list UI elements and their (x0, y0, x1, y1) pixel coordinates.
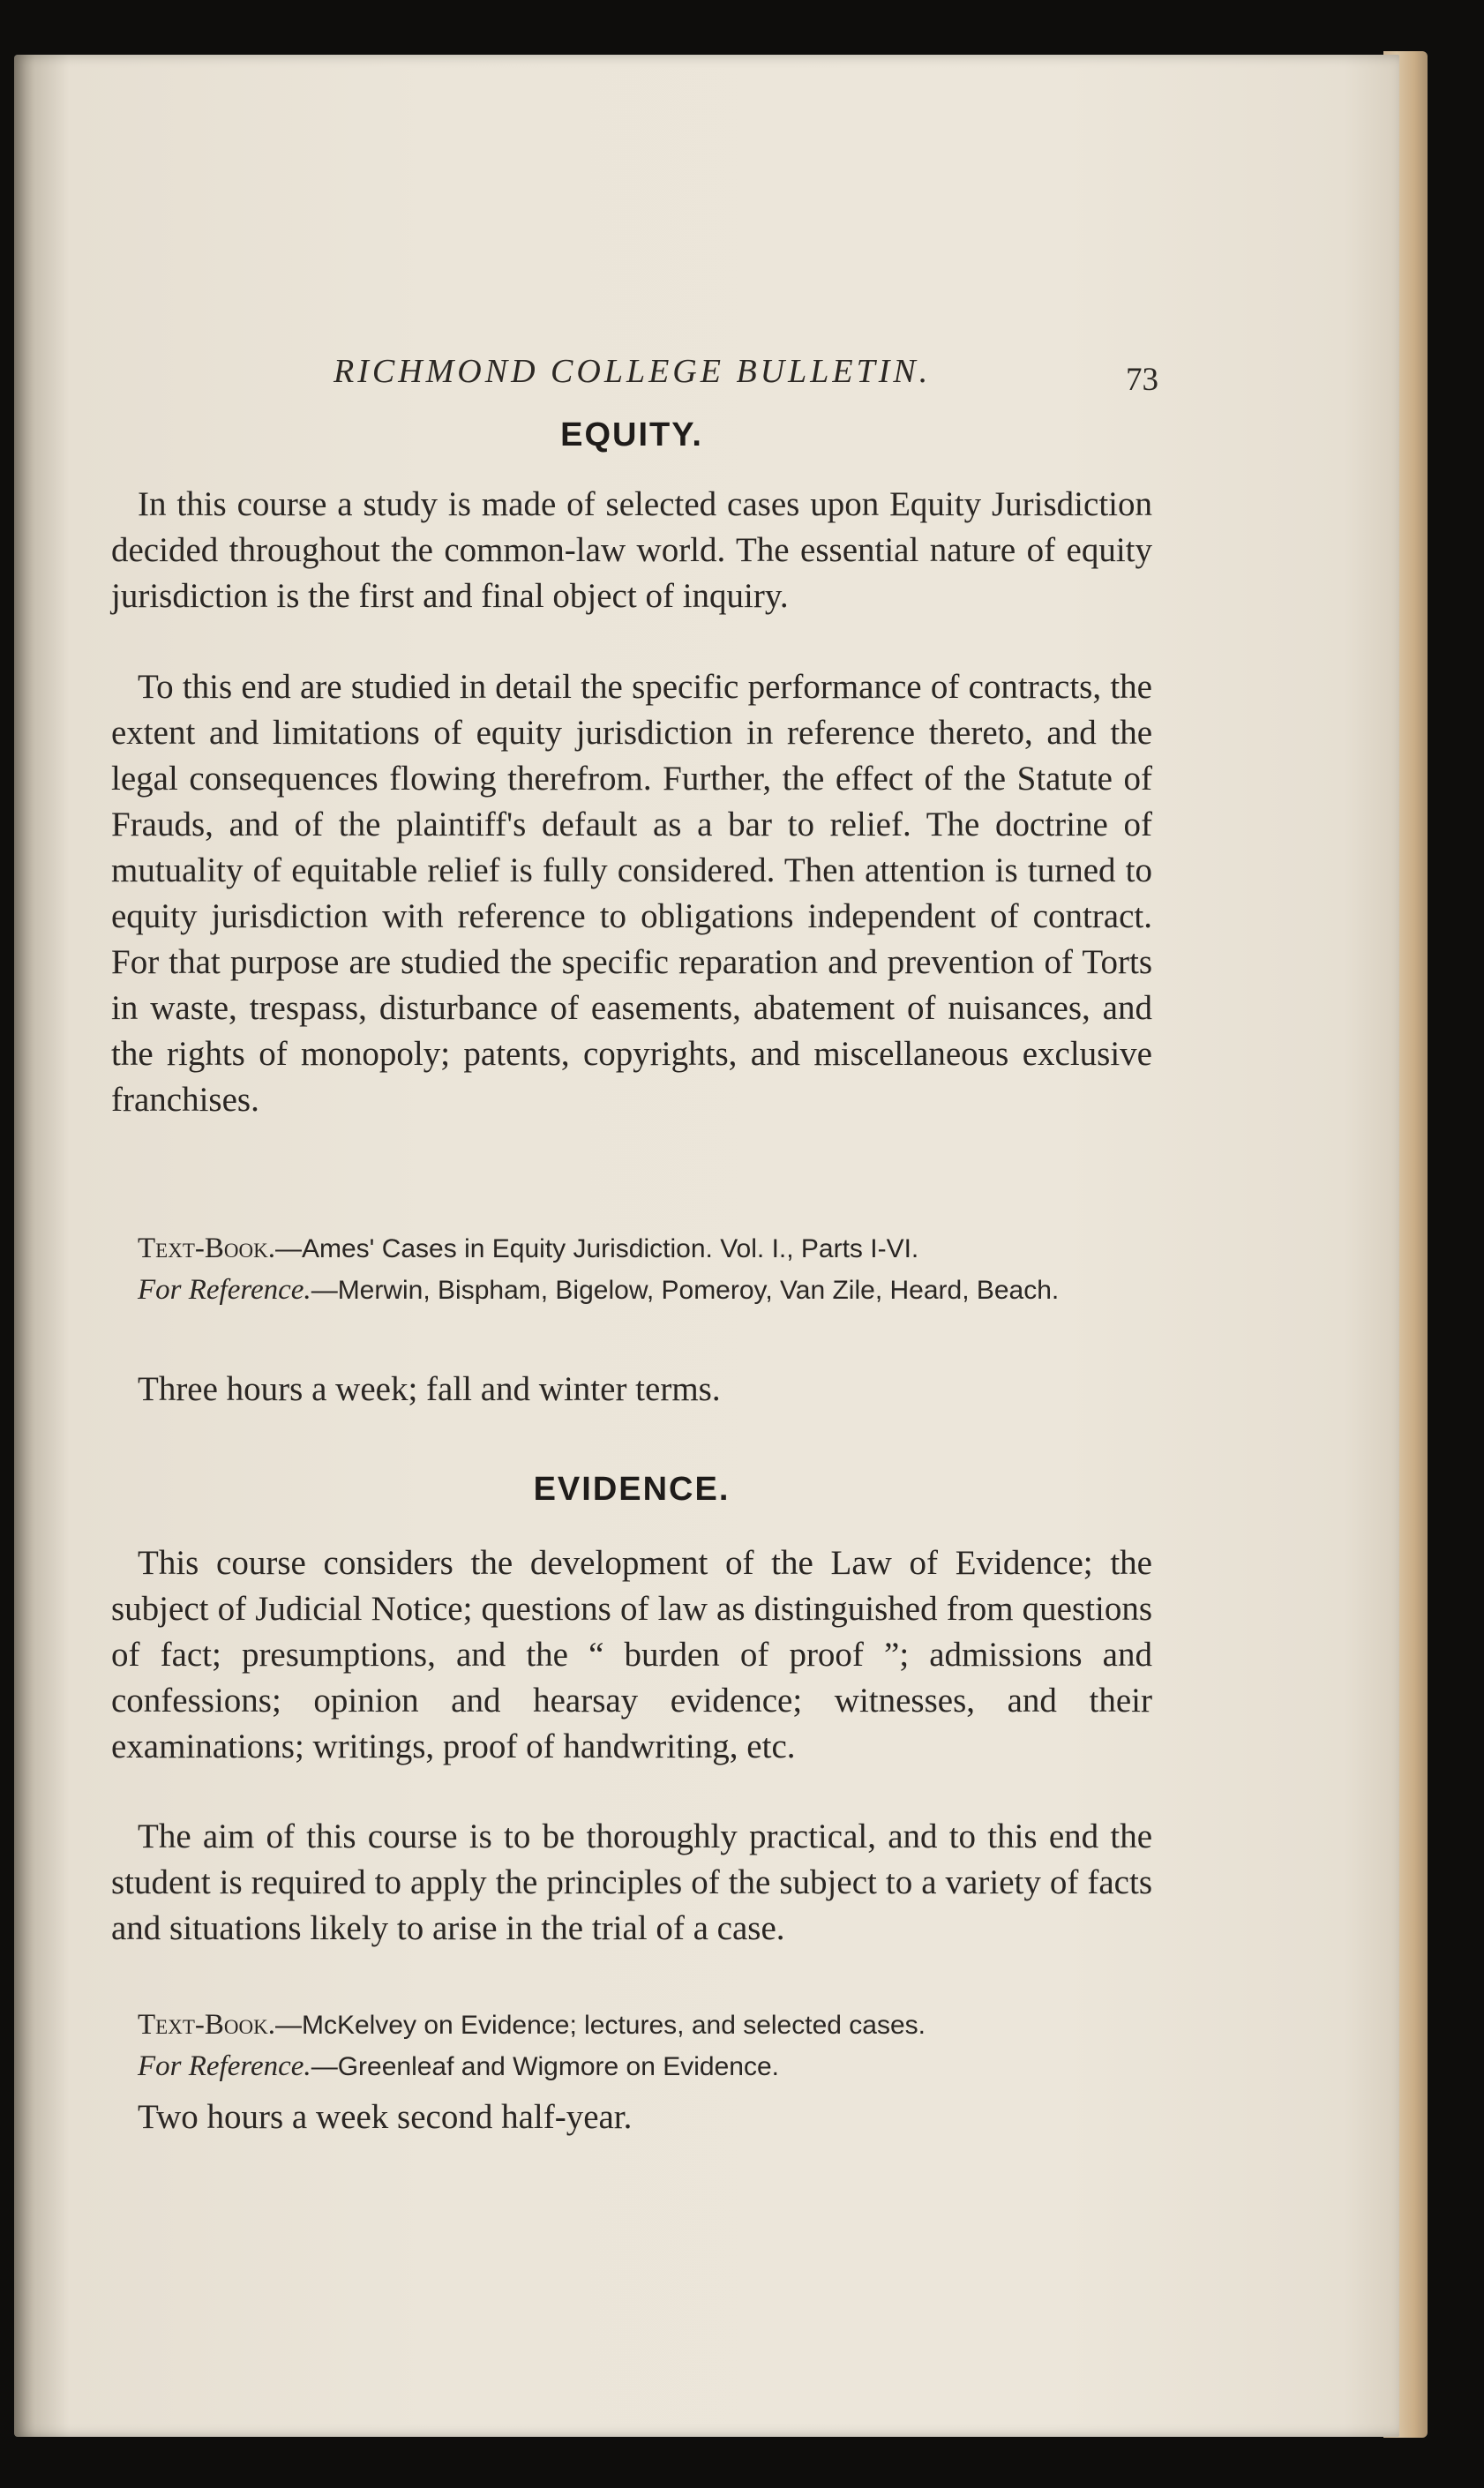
evidence-reference-label: For Reference. (138, 2050, 311, 2082)
evidence-reference-line (111, 2046, 1152, 2087)
equity-hours: Three hours a week; fall and winter terms. (138, 1370, 721, 1408)
equity-textbook-text: —Ames' Cases in Equity Jurisdiction. Vol. I., Parts I-VI. (274, 1234, 919, 1263)
equity-heading: EQUITY. (560, 416, 703, 453)
evidence-paragraph-1: This course considers the development of the Law of Evidence; the subject of Judicial Notice; questions of law as distinguished from questions of fact; presumptions, and the “ burden of proof ”; admissions and confessions; opinion and hearsay evidence; witnesses, and their examinations; writings, proof of handwriting, etc. (111, 1544, 1152, 1765)
page-header (111, 352, 1158, 401)
evidence-heading: EVIDENCE. (533, 1471, 731, 1508)
equity-textbook-line (111, 1228, 1152, 1270)
evidence-textbook-label: Text-Book. (138, 2009, 275, 2041)
page-number: 73 (1126, 362, 1158, 398)
equity-reference-text: —Merwin, Bispham, Bigelow, Pomeroy, Van Zile, Heard, Beach. (311, 1276, 1060, 1305)
evidence-textbook-text: —McKelvey on Evidence; lectures, and selected cases. (274, 2011, 926, 2040)
equity-paragraph-1: In this course a study is made of selected cases upon Equity Jurisdiction decided throughout the common-law world. The essential nature of equity jurisdiction is the first and final object of inquiry. (111, 485, 1152, 615)
evidence-paragraph-2: The aim of this course is to be thoroughly practical, and to this end the student is required to apply the principles of the subject to a variety of facts and situations likely to arise in the trial of a case. (111, 1817, 1152, 1947)
evidence-reference-text: —Greenleaf and Wigmore on Evidence. (311, 2052, 779, 2081)
equity-reference-line (111, 1270, 1152, 1311)
running-head: RICHMOND COLLEGE BULLETIN. (334, 353, 932, 390)
evidence-textbook-line (111, 2005, 1152, 2046)
evidence-hours: Two hours a week second half-year. (138, 2098, 633, 2136)
equity-textbook-label: Text-Book. (138, 1233, 275, 1264)
equity-reference-label: For Reference. (138, 1274, 311, 1306)
book-page (14, 55, 1399, 2437)
equity-paragraph-2: To this end are studied in detail the specific performance of contracts, the extent and limitations of equity jurisdiction in reference thereto, and the legal consequences flowing therefrom. Further, the effect of the Statute of Frauds, and of the plaintiff's default as a bar to relief. The doctrine of mutuality of equitable relief is fully considered. Then attention is turned to equity jurisdiction with reference to obligations independent of contract. For that purpose are studied the specific reparation and prevention of Torts in waste, trespass, disturbance of easements, abatement of nuisances, and the rights of monopoly; patents, copyrights, and miscellaneous exclusive franchises. (111, 668, 1152, 1119)
